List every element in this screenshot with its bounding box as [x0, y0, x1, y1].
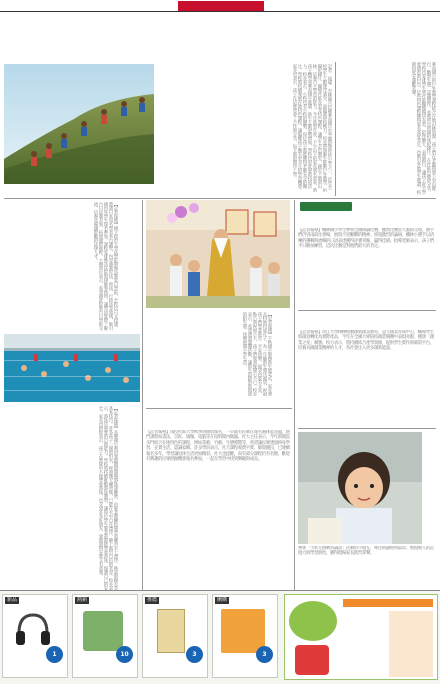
divider-horizontal-right-2	[298, 428, 436, 429]
lead-article-body: 記者 報導 雲林縣古坑鄉華南國小是全縣最迷你的小學之一，近年全校學生人數逐年減少，面臨裁併校壓力。校長帶領師生推動戶外教學、拍攝紀錄片、關懷社區長者等特色課程，讓學生走出教室，親近土地與山林，培養自主學習的能力。今年新學年度，不少山下的家長慕名而來，將孩子轉學到華南國小就讀，新生人數逆勢增加，學校也因此重新找回活力。校長表示，小校也有小校的優勢，每位孩子都能獲得老師充分的關注，學校將持續發展在地特色課程，讓偏鄉孩子擁有更多元的學習機會。家長也表示，孩子在這裡學會了合作與分享，每天都很期待上學。	[292, 64, 332, 192]
girl-photo	[298, 432, 422, 544]
ad-headphones[interactable]	[2, 594, 68, 678]
promo-title-bar	[343, 599, 433, 607]
cans-image	[83, 611, 123, 651]
hero-photo-caption	[6, 186, 152, 196]
promo-big-text	[389, 611, 433, 677]
divider-horizontal-top	[4, 198, 436, 199]
noodles-image	[221, 609, 265, 653]
swim-photo	[4, 334, 140, 402]
qianqiu-body: 【記者報導】千秋國小舉辦新生始業式，家長會長特地扮成孔子，為一年級新生發送福袋，祝福孩子們學業進步、平安快樂。福袋內裝有文具、點心與祝福小卡，孩子們收到後開心不已。校長表示，希望透過溫馨活動，讓新生消除對新環境的陌生感，快樂展開小學生活。	[242, 312, 272, 396]
divider-horizontal-right-1	[298, 310, 436, 311]
quantity-badge: 1	[46, 646, 63, 663]
sidebar-tag	[300, 202, 352, 211]
headphones-image	[13, 609, 53, 649]
masthead-bar	[0, 0, 440, 12]
swim-body: 【記者報導】長樂國小利用暑假期間開辦游泳訓練營，由專業教練指導學童練習水上漂浮、換氣與踢水等基本技巧。許多孩子一開始怕水，經過幾天練習後，已能在水中自在漂浮，臉上露出自信的笑容。校長表示，游泳是重要的自救能力，學校將持續推動游泳教學，讓每位學生畢業前都能學會游泳，保護自己的安全。家長也紛紛表示，孩子在營隊中不僅學會游泳，也交到許多好朋友，暑假過得充實又有意義。	[98, 406, 118, 590]
quantity-badge: 10	[116, 646, 133, 663]
confucius-photo-art	[146, 200, 290, 308]
ad-tag: 團購	[217, 597, 228, 603]
ad-tag: 新品	[7, 597, 18, 603]
newspaper-logo	[178, 1, 264, 11]
zhuangyuan-caption: 參加「小狀元挑戰背論語」活動的小朋友，專注朗誦經典篇章，展現驚人的記憶力與學習熱忱，獲得現場家長熱烈掌聲。	[298, 546, 434, 557]
law-school-body: 【記者報導】國立政治大學法學院舉辦法制夏日學院，全程以日文授課，邀請日本知名學者來台講學，內容涵蓋民法、刑法、行政法等領域，吸引國內外學生報名參加。課程安排參訪法院與律師事務所，讓學員實際了解台日法制差異，拓展國際視野。主辦單位表示，希望藉此促進台日學術交流，培養具備國際觀的法律人才。	[93, 202, 118, 330]
ad-noodles[interactable]	[212, 594, 278, 678]
ad-supplement[interactable]	[142, 594, 208, 678]
ad-promo-panel[interactable]	[284, 594, 438, 680]
girl-photo-art	[298, 432, 422, 544]
quantity-badge: 3	[186, 646, 203, 663]
divider-vertical-main	[335, 62, 336, 196]
right-column-body: 華南國小的戶外教學課程結合在地山林資源，孩子們在老師帶領下登山健行、觀察生態、認識農作，並將所見所聞拍成紀錄片，在社區中播放分享。學校也安排學生到社區關懷獨居長者，陪伴聊天、表演節目，讓孩子從小學會感恩與付出。這些特色課程獲得家長高度肯定，也吸引外地學生就讀，校園再度充滿歡笑聲。	[411, 62, 436, 194]
promo-highlight	[295, 645, 329, 675]
ad-cans[interactable]	[72, 594, 138, 678]
tamkang-body: 【記者報導】淡江大學積極推動創新創業教育，設立創業育成中心，輔導學生將創意轉化為實際產品，今年在全國大專院校創業競賽中表現亮眼，獲頒「創業之星」稱號。校方表示，將持續結合產學資源，提供學生實作與募資平台，培養具備創業精神的人才，為社會注入更多創新能量。	[298, 330, 434, 352]
swim-photo-art	[4, 334, 140, 402]
divider-vertical-left	[142, 200, 143, 590]
divider-horizontal-mid	[146, 408, 292, 409]
nantou-body: 【記者報導】南投社區大學秋季班開放報名，一早就有民眾在報名處排起長龍，熱門課程如書法、烹飪、瑜伽、電腦等在短時間內額滿。社大主任表示，今年新開設多門結合在地特色的課程，例如茶藝、竹藝、生態導覽等，希望讓民眾透過終身學習，充實生活、認識家鄉。許多學員表示，社大課程收費平實、師資優良，已連續報名多年，學習讓退休生活更加精彩。社大也提醒，尚有部分課程仍有名額，歡迎有興趣的民眾把握機會報名參加，一起在學習中找到樂趣與成長。	[146, 430, 290, 463]
fengge-body: 【記者報導】楓林國小學生參加全國辯論比賽，雖然比賽當天風雨交加，選手們仍冒雨前往會場，展現不畏艱難的精神。經過激烈的論辯，楓林小選手以清晰的邏輯與流暢的口語表達獲得評審青睞，贏得佳績。指導老師表示，孩子們平日勤加練習，這次比賽是對他們最大的肯定。	[298, 228, 434, 250]
hero-photo	[4, 64, 154, 184]
quantity-badge: 3	[256, 646, 273, 663]
supplement-image	[157, 609, 185, 653]
ad-tag: 推薦	[147, 597, 158, 603]
divider-vertical-right	[294, 200, 295, 590]
confucius-photo	[146, 200, 290, 308]
promo-logo	[289, 601, 337, 641]
ad-tag: 熱銷	[77, 597, 88, 603]
hero-photo-art	[4, 64, 154, 184]
